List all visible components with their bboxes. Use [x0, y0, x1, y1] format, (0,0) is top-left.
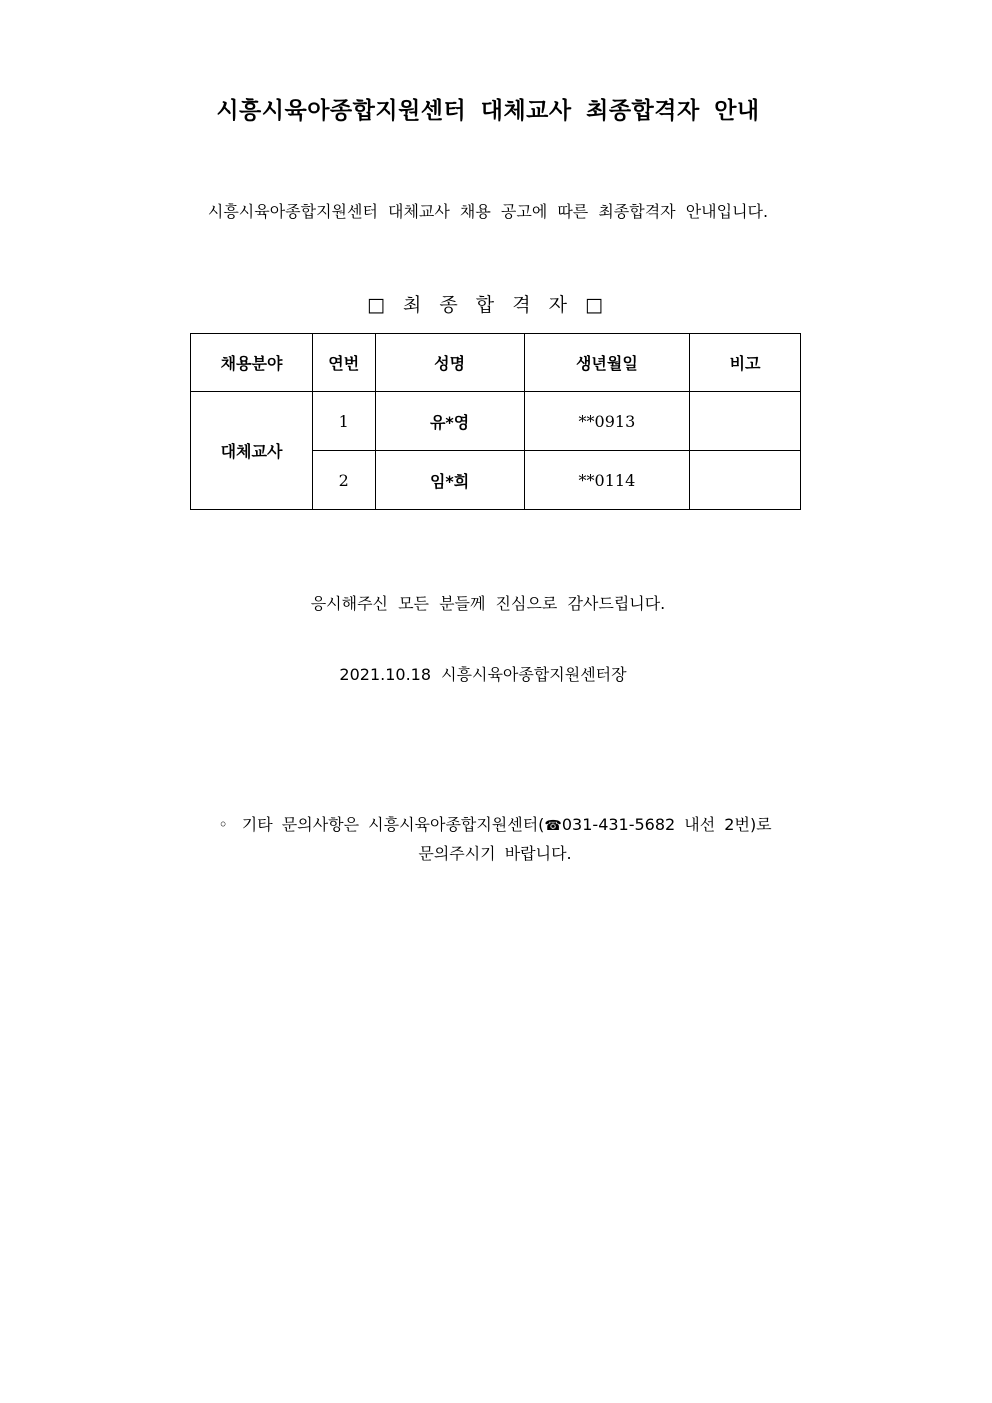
- section-heading: □ 최 종 합 격 자 □: [367, 294, 609, 316]
- field-cell: 대체교사: [191, 392, 313, 510]
- row-birth-cell: **0913: [524, 392, 689, 451]
- contact-line1-pre: 기타 문의사항은 시흥시육아종합지원센터(: [241, 815, 545, 834]
- row-birth-cell: **0114: [524, 451, 689, 510]
- phone-icon: ☎: [544, 818, 562, 834]
- header-birth: 생년월일: [524, 334, 689, 392]
- contact-line2: 문의주시기 바랍니다.: [418, 844, 572, 863]
- header-name: 성명: [375, 334, 524, 392]
- signature-line: 2021.10.18 시흥시육아종합지원센터장: [339, 665, 627, 684]
- contact-line1-post: 031-431-5682 내선 2번)로: [561, 815, 772, 834]
- row-name-cell: 유*영: [375, 392, 524, 451]
- intro-text: 시흥시육아종합지원센터 대체교사 채용 공고에 따른 최종합격자 안내입니다.: [207, 202, 769, 221]
- contact-note: [195, 811, 795, 868]
- row-note-cell: [690, 451, 801, 510]
- row-note-cell: [690, 392, 801, 451]
- row-no-cell: 1: [313, 392, 376, 451]
- header-no: 연번: [313, 334, 376, 392]
- header-field: 채용분야: [191, 334, 313, 392]
- table-header-row: [191, 334, 801, 392]
- bullet-icon: ◦: [218, 815, 228, 834]
- row-no-cell: 2: [313, 451, 376, 510]
- header-note: 비고: [690, 334, 801, 392]
- page-title: 시흥시육아종합지원센터 대체교사 최종합격자 안내: [216, 98, 760, 124]
- final-candidates-table: [190, 333, 801, 510]
- row-name-cell: 임*희: [375, 451, 524, 510]
- table-row: [191, 392, 801, 451]
- thanks-text: 응시해주신 모든 분들께 진심으로 감사드립니다.: [310, 594, 666, 613]
